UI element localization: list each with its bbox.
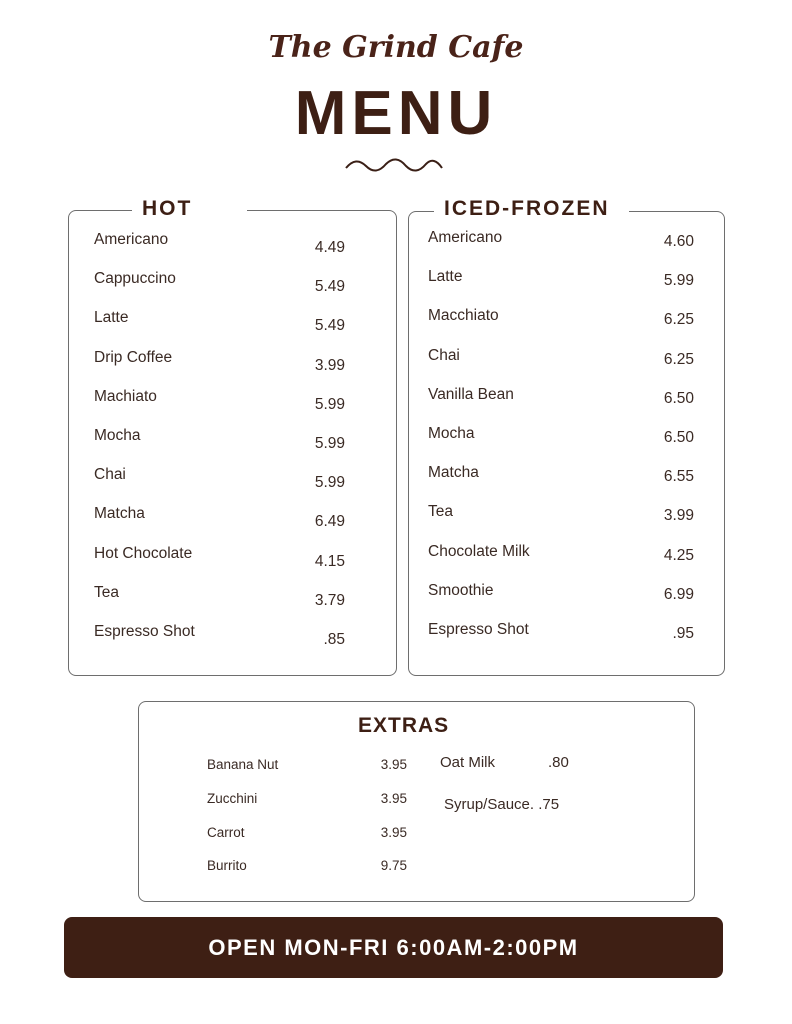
hot-item-name: Mocha [94, 427, 141, 444]
extras-item-name: Banana Nut [207, 757, 279, 772]
hot-item-name: Tea [94, 583, 119, 601]
iced-item-price: 4.60 [663, 233, 694, 250]
hot-item-name: Cappuccino [94, 270, 176, 288]
hot-item-price: 5.99 [314, 395, 345, 413]
iced-item-price: 6.55 [663, 468, 694, 486]
iced-item-name: Tea [428, 503, 453, 521]
iced-item-price: 6.25 [663, 350, 694, 368]
extras-title: EXTRAS [352, 714, 455, 738]
hot-item-name: Americano [94, 231, 169, 248]
hot-item-price: 4.15 [314, 552, 345, 570]
extras-item-name: Carrot [207, 824, 245, 840]
iced-item-name: Chai [428, 346, 460, 364]
hot-item-name: Machiato [94, 387, 157, 405]
extras-item-price: 3.95 [380, 757, 407, 772]
extras-item-name: Zucchini [207, 790, 258, 806]
iced-item-price: 4.25 [663, 546, 694, 564]
syrup-item: Syrup/Sauce. .75 [444, 796, 560, 813]
hot-item-price: 4.49 [314, 239, 345, 256]
hot-item-name: Hot Chocolate [94, 544, 193, 562]
hours-text: OPEN MON-FRI 6:00AM-2:00PM [208, 934, 579, 960]
hot-item-price: 5.99 [314, 474, 345, 492]
hot-item-name: Drip Coffee [94, 348, 173, 366]
menu-title: MENU [294, 79, 498, 148]
hot-item-price: 3.79 [314, 591, 345, 609]
iced-item-name: Macchiato [428, 307, 499, 325]
oat-milk-price: .80 [548, 754, 569, 771]
oat-milk-label: Oat Milk [440, 754, 496, 771]
iced-item-name: Mocha [428, 425, 475, 442]
extras-item-name: Burrito [207, 858, 247, 874]
iced-item-name: Smoothie [428, 581, 494, 599]
iced-item-name: Americano [428, 229, 503, 246]
iced-item-name: Latte [428, 268, 463, 286]
squiggle-divider [344, 152, 444, 176]
iced-title: ICED-FROZEN [434, 197, 629, 221]
extras-item-price: 3.95 [380, 790, 407, 806]
extras-item-price: 9.75 [380, 858, 407, 874]
iced-item-price: 6.99 [663, 585, 694, 603]
hot-item-price: 5.99 [314, 435, 345, 452]
iced-item-price: .95 [672, 625, 694, 642]
hot-item-name: Matcha [94, 505, 145, 523]
hot-item-price: 3.99 [314, 356, 345, 374]
iced-item-name: Matcha [428, 464, 479, 482]
hours-banner [64, 917, 723, 978]
hot-item-name: Latte [94, 309, 129, 327]
iced-item-name: Espresso Shot [428, 621, 529, 638]
cafe-name: The Grind Cafe [268, 30, 524, 65]
hot-item-name: Chai [94, 466, 126, 484]
iced-item-name: Chocolate Milk [428, 542, 530, 560]
hot-title: HOT [132, 197, 247, 221]
iced-item-price: 5.99 [663, 272, 694, 290]
iced-item-price: 6.25 [663, 311, 694, 329]
extras-item-price: 3.95 [380, 824, 407, 840]
iced-item-name: Vanilla Bean [428, 385, 514, 403]
hot-item-price: .85 [323, 631, 345, 648]
iced-item-price: 6.50 [663, 389, 694, 407]
hot-item-price: 5.49 [314, 317, 345, 335]
hot-item-price: 5.49 [314, 278, 345, 296]
iced-item-price: 6.50 [663, 429, 694, 446]
iced-item-price: 3.99 [663, 507, 694, 525]
hot-item-price: 6.49 [314, 513, 345, 531]
hot-item-name: Espresso Shot [94, 623, 195, 640]
